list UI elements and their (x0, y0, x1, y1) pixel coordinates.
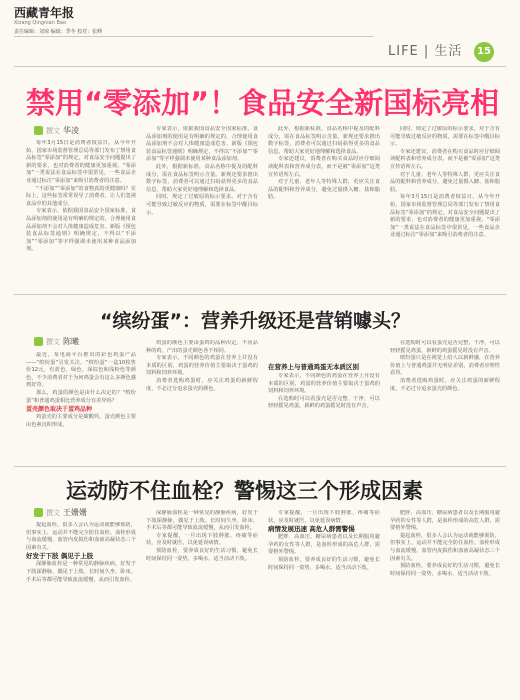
paragraph: 专家还建议，消费者在购买食品时应仔细阅读配料表和营养成分表，而不是被“零添加”这类宣传语所左右。 (268, 156, 380, 178)
paragraph: 专家提醒，一旦出现下肢肿胀、疼痛等症状，应及时就医，以免延误病情。 (146, 532, 258, 547)
paragraph: 在选购时可以看蛋壳是否完整、干净，可以轻轻摇晃鸡蛋，新鲜的鸡蛋摇晃时没有声音。 (390, 340, 500, 354)
article-subhead: 蛋壳颜色取决于蛋鸡品种 (26, 406, 93, 414)
paragraph: 深静脉血栓是一种常见的静脉疾病，好发于下肢深静脉，偶见于上肢。长时间久坐、卧床、手术后等都可能导致血流缓慢，从而引发血栓。 (26, 561, 136, 583)
paragraph: 每年3月15日是消费者权益日。从今年开始，国家市场监督管理总局等部门发布了禁用食品标签“零添加”的规定，对食品安全问题提出了新的要求，也对消费者的健康更加重视。“零添加”一类说法在食品标签中很常见，一些食品企业通过标注“零添加”来吸引消费者的注意。 (26, 140, 136, 184)
article-column (268, 510, 380, 694)
article-column (26, 140, 136, 290)
author-icon (34, 126, 43, 135)
author-name: 王姗姗 (63, 508, 87, 517)
section-label: LIFE | 生活 (388, 44, 463, 59)
article-column (268, 373, 380, 462)
paragraph: 最近，某电商平台推出的彩色鸡蛋产品——“缤纷蛋”引发关注。“缤纷蛋”一盒10枚售价12元，有蓝色、绿色、深棕色和浅粉色等颜色，不少消费者对于为何鸡蛋会有这么多颜色感到好奇。 (26, 352, 136, 389)
paragraph: 鸡蛋的颜色主要由蛋鸡的品种决定，不同品种的鸡，产出的蛋壳颜色各不相同。 (146, 340, 258, 354)
article-headline: 禁用“零添加”！食品安全新国标亮相 (26, 86, 500, 120)
paragraph: 专家表示，依据我国食品安全国家标准，食品添加剂的使用是有明确的规定的，合理使用食品添加剂不会对人体健康造成危害。新版《预包装食品标签通则》明确规定，不得以“不添加”“零添加”等字样强调未使用某种食品添加剂。 (146, 126, 258, 163)
paragraph: 同时，规定了过敏原的标示要求。对于含有可能导致过敏反应的物质，需要在标签中醒目标示。 (390, 126, 500, 148)
paragraph: 专家表示，依据我国食品安全国家标准，食品添加剂的使用是有明确的规定的，合理使用食品添加剂不会对人体健康造成危害。新版《预包装食品标签通则》明确规定，不得以“不添加”“零添加”等字样强调未使用某种食品添加剂。 (26, 208, 136, 253)
article-column (268, 126, 380, 290)
article-byline (34, 125, 79, 136)
byline-role: 撰文 (46, 337, 60, 346)
newspaper-logo: 西藏青年报 (14, 6, 75, 20)
section-divider (14, 294, 506, 295)
article-byline (34, 507, 87, 518)
paragraph: 预防血栓，要养成良好的生活习惯，避免长时间保持同一姿势，多喝水，适当活动下肢。 (268, 556, 380, 571)
article-column (390, 340, 500, 462)
paragraph: 在选购时可以看蛋壳是否完整、干净，可以轻轻摇晃鸡蛋，新鲜的鸡蛋摇晃时没有声音。 (268, 395, 380, 410)
paragraph: 对于儿童、老年人等特殊人群，更应关注食品的配料和营养成分，避免过量摄入糖、盐和脂肪。 (268, 179, 380, 201)
article-subhead: 病情发展迅速 高危人群需警惕 (268, 525, 355, 534)
paragraph: 肥胖、高血压、糖尿病患者以及长期服用避孕药的女性等人群，是血栓形成的高危人群，需要格外警惕。 (390, 510, 500, 532)
paragraph: 此外，根据新标准，食品名称中提及的配料成分，需在食品标签明示含量。新规还要求推出数字标签，消费者可以通过扫码获得更多的食品信息，帮助大家更好地理解和选择食品。 (146, 163, 258, 193)
paragraph: 专家还建议，消费者在购买食品时应仔细阅读配料表和营养成分表，而不是被“零添加”这类宣传语所左右。 (390, 148, 500, 170)
paragraph: 预防血栓，要养成良好的生活习惯，避免长时间保持同一姿势，多喝水，适当活动下肢。 (146, 547, 258, 562)
article-column (390, 126, 500, 290)
byline-role: 撰文 (46, 126, 60, 135)
paragraph: 鸡蛋壳的主要成分是碳酸钙，蛋壳颜色主要由色素沉积形成。 (26, 414, 136, 428)
article-column (146, 126, 258, 290)
article-subhead: 在营养上与普通鸡蛋无本质区别 (268, 363, 359, 371)
paragraph: 消费者选购鸡蛋时，应关注鸡蛋的新鲜程度，不必过分追求蛋壳的颜色。 (390, 377, 500, 392)
author-name: 华凌 (63, 126, 79, 135)
article-column (26, 522, 136, 694)
header-divider (14, 66, 506, 67)
paragraph: 那么，鸡蛋的颜色是由什么决定的？“缤纷蛋”和普通鸡蛋相比营养成分有差异吗？ (26, 389, 136, 404)
article-column (26, 352, 136, 462)
byline-role: 撰文 (46, 508, 60, 517)
paragraph: 提起血栓，很多人会认为运动就能够预防，但事实上，运动并不能完全防住血栓。血栓形成与血流缓慢、血管内皮损伤和血液高凝状态三个因素有关。 (26, 522, 136, 551)
paragraph: 专家表示，不同颜色的鸡蛋在营养上并没有本质的区别，鸡蛋的营养价值主要取决于蛋鸡的饲料和饲养环境。 (268, 373, 380, 395)
article-subhead: 好发于下肢 偶见于上肢 (26, 552, 94, 561)
paragraph: 缤纷蛋只是在视觉上给人以新鲜感，在营养价值上与普通鸡蛋并无明显差别，消费者应理性看待。 (390, 355, 500, 377)
paragraph: 预防血栓，要养成良好的生活习惯，避免长时间保持同一姿势，多喝水，适当活动下肢。 (390, 563, 500, 577)
section-divider (14, 466, 506, 467)
paragraph: 深静脉血栓是一种常见的静脉疾病，好发于下肢深静脉，偶见于上肢。长时间久坐、卧床、手术后等都可能导致血流缓慢，从而引发血栓。 (146, 510, 258, 532)
page-number-badge: 15 (474, 42, 494, 62)
article-column (390, 510, 500, 694)
paragraph: 消费者选购鸡蛋时，应关注鸡蛋的新鲜程度，不必过分追求蛋壳的颜色。 (146, 377, 258, 392)
author-icon (34, 508, 43, 517)
paragraph: 提起血栓，很多人会认为运动就能够预防，但事实上，运动并不能完全防住血栓。血栓形成与血流缓慢、血管内皮损伤和血液高凝状态三个因素有关。 (390, 532, 500, 562)
header-divider (14, 36, 374, 37)
newspaper-logo-subtitle: Xizang Qingnian Bao (14, 20, 67, 26)
editor-credits: 责任编辑：刘琼 编辑：季冬 校对：张峰 (14, 29, 103, 35)
article-column (146, 340, 258, 462)
masthead (0, 0, 520, 62)
article-headline: 运动防不住血栓？警惕这三个形成因素 (66, 479, 423, 503)
paragraph: 专家表示，不同颜色的鸡蛋在营养上并没有本质的区别，鸡蛋的营养价值主要取决于蛋鸡的饲料和饲养环境。 (146, 355, 258, 377)
author-name: 陈曦 (63, 337, 79, 346)
paragraph: 肥胖、高血压、糖尿病患者以及长期服用避孕药的女性等人群，是血栓形成的高危人群，需要格外警惕。 (268, 534, 380, 556)
article-headline: “缤纷蛋”：营养升级还是营销噱头？ (100, 310, 410, 332)
paragraph: 此外，根据新标准，食品名称中提及的配料成分，需在食品标签明示含量。新规还要求推出数字标签，消费者可以通过扫码获得更多的食品信息，帮助大家更好地理解和选择食品。 (268, 126, 380, 155)
author-icon (34, 337, 43, 346)
paragraph: 对于儿童、老年人等特殊人群，更应关注食品的配料和营养成分，避免过量摄入糖、盐和脂肪。 (390, 171, 500, 193)
paragraph: 专家提醒，一旦出现下肢肿胀、疼痛等症状，应及时就医，以免延误病情。 (268, 510, 380, 524)
article-column (146, 510, 258, 694)
paragraph: 同时，规定了过敏原的标示要求。对于含有可能导致过敏反应的物质，需要在标签中醒目标示。 (146, 194, 258, 216)
paragraph: 每年3月15日是消费者权益日。从今年开始，国家市场监督管理总局等部门发布了禁用食品标签“零添加”的规定，对食品安全问题提出了新的要求，也对消费者的健康更加重视。“零添加”一类说法在食品标签中很常见，一些食品企业通过标注“零添加”来吸引消费者的注意。 (390, 194, 500, 239)
article-byline (34, 336, 79, 347)
paragraph: “不添加”“零添加”的食物真的更健康吗？实际上，这些标签常常误导了消费者，让人们忽视食品中的其他成分。 (26, 185, 136, 207)
